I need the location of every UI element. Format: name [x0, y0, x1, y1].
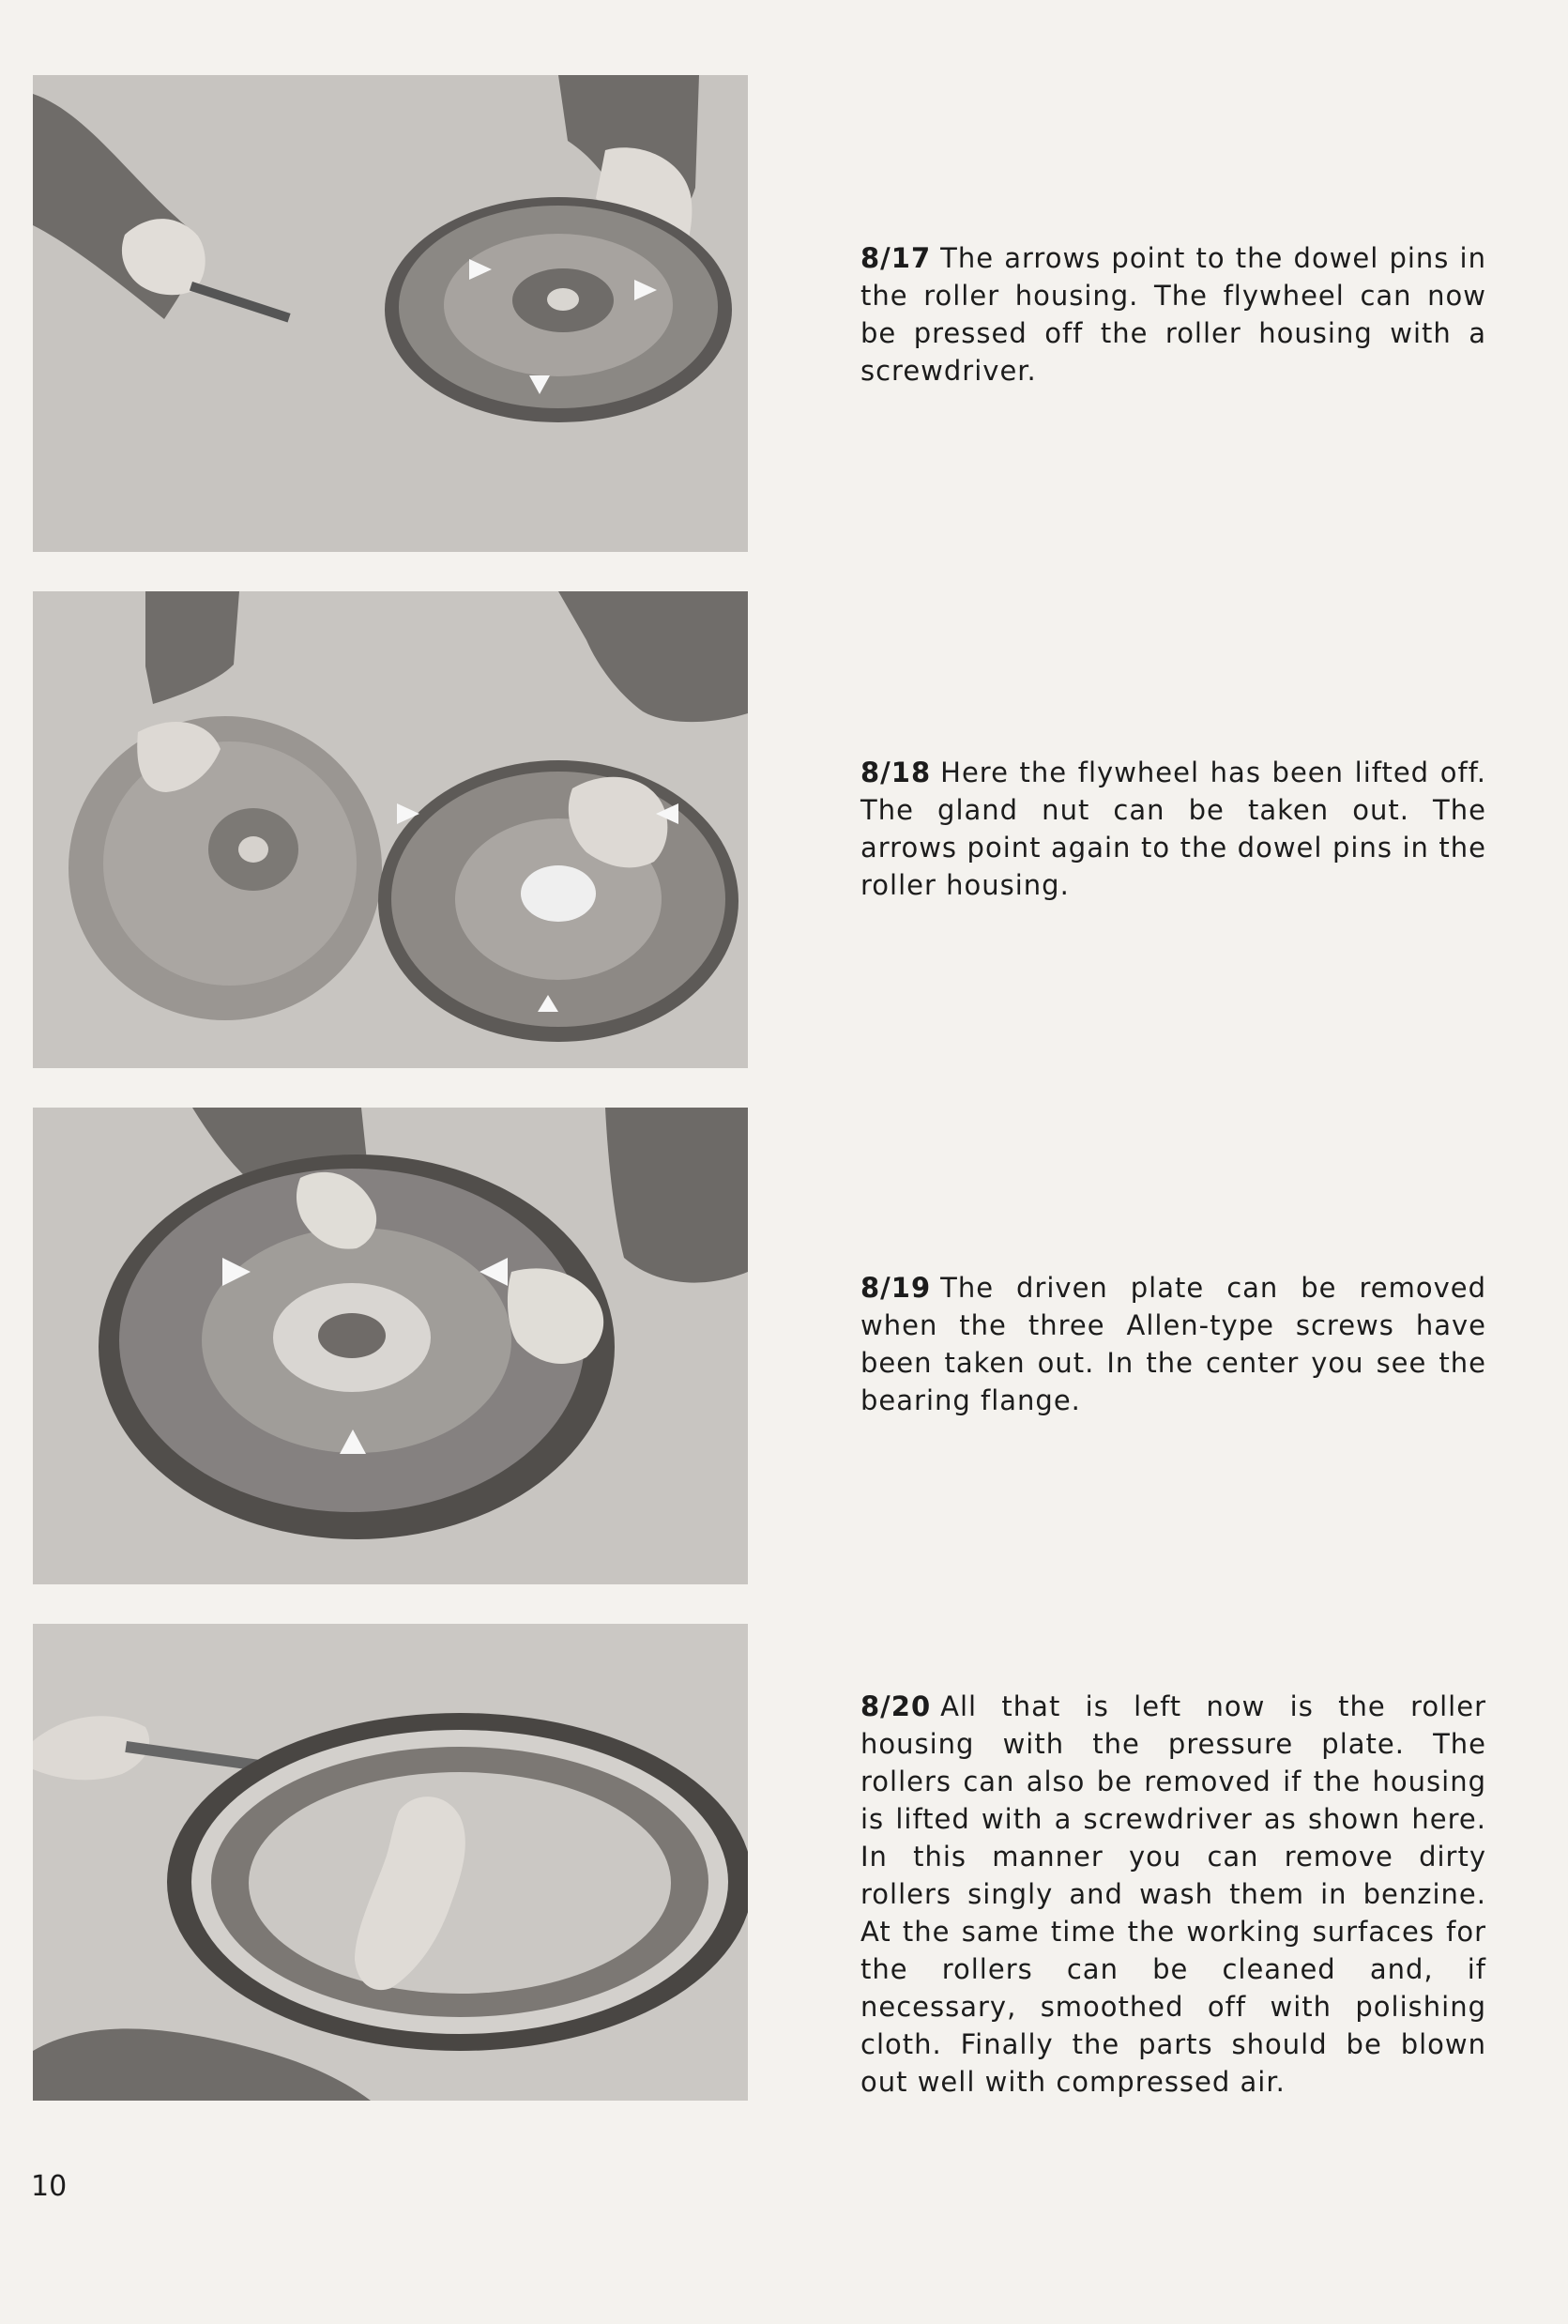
caption-number-8-20: 8/20 [860, 1690, 932, 1722]
photo-8-19 [33, 1108, 748, 1584]
caption-text-8-19: The driven plate can be removed when the three Allen-type screws have been taken out. In the center you see the bearing flange. [860, 1272, 1486, 1416]
caption-8-17 [860, 239, 1486, 390]
caption-8-18 [860, 754, 1486, 904]
caption-text-8-18: Here the flywheel has been lifted off. The gland nut can be taken out. The arrows point again to the dowel pins in the roller housing. [860, 757, 1486, 901]
caption-number-8-19: 8/19 [860, 1272, 932, 1304]
caption-number-8-18: 8/18 [860, 757, 932, 788]
flywheel-with-arrows-illustration [33, 75, 748, 552]
caption-text-8-20: All that is left now is the roller housing with the pressure plate. The rollers can also be removed if the housing is lifted with a screwdriver as shown here. In this manner you can remove dirty rollers singly and wash them in benzine. At the same time the working surfaces for the rollers can be cleaned and, if necessary, smoothed off with polishing cloth. Finally the parts should be blown out well with compressed air. [860, 1690, 1486, 2098]
caption-8-20 [860, 1688, 1486, 2101]
driven-plate-illustration [33, 1108, 748, 1584]
caption-8-19 [860, 1269, 1486, 1419]
caption-text-8-17: The arrows point to the dowel pins in the roller housing. The flywheel can now be pressed off the roller housing with a screwdriver. [860, 242, 1486, 387]
roller-housing-illustration [33, 1624, 748, 2101]
photo-8-18 [33, 591, 748, 1068]
flywheel-lifted-off-illustration [33, 591, 748, 1068]
photo-8-20 [33, 1624, 748, 2101]
page-number: 10 [31, 2170, 68, 2203]
caption-number-8-17: 8/17 [860, 242, 932, 274]
photo-8-17 [33, 75, 748, 552]
